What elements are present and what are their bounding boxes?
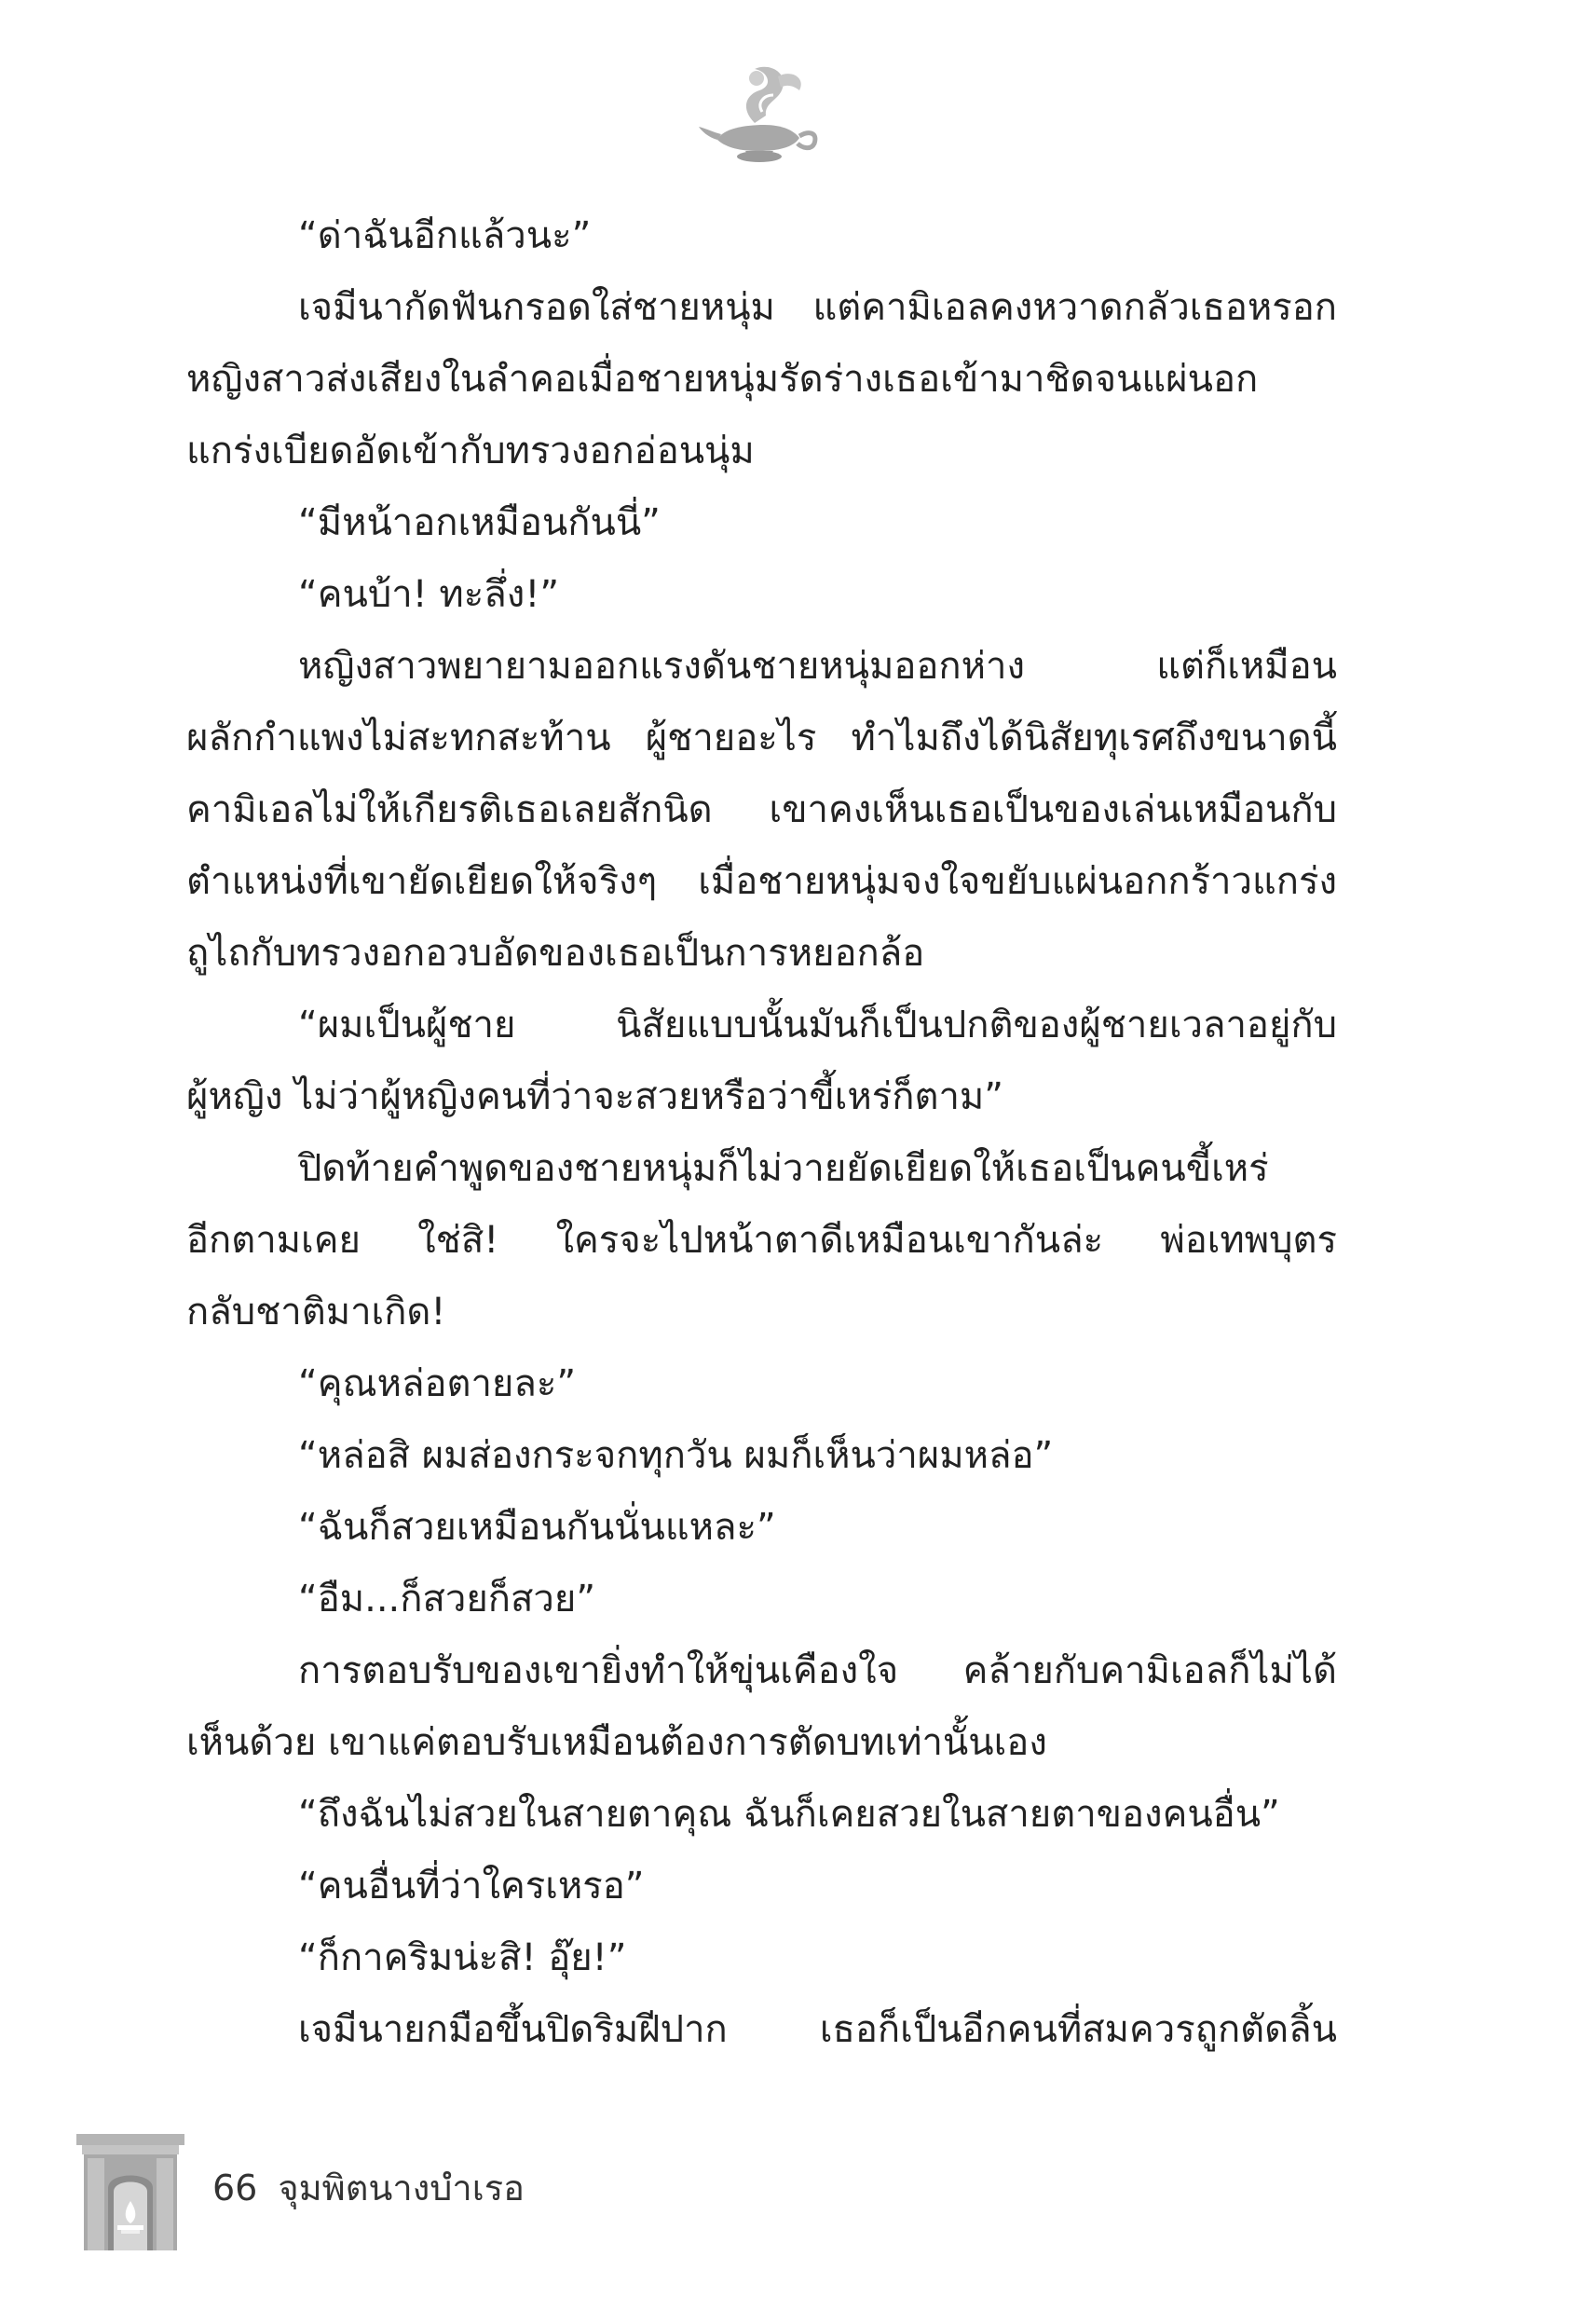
fireplace-icon xyxy=(75,2134,186,2250)
text-line: กลับชาติมาเกิด! xyxy=(186,1291,446,1333)
text-line: “ฉันก็สวยเหมือนกันนั่นแหละ” xyxy=(298,1506,776,1549)
text-line: “มีหน้าอกเหมือนกันนี่” xyxy=(298,501,661,544)
text-line: ผลักกำแพงไม่สะทกสะท้าน ผู้ชายอะไร ทำไมถึงได้นิสัยทุเรศถึงขนาดนี้ xyxy=(186,717,1337,759)
text-line: “คนบ้า! ทะลึ่ง!” xyxy=(298,573,560,616)
text-line: การตอบรับของเขายิ่งทำให้ขุ่นเคืองใจ คล้ายกับคามิเอลก็ไม่ได้ xyxy=(298,1649,1337,1692)
text-line: “ผมเป็นผู้ชาย นิสัยแบบนั้นมันก็เป็นปกติของผู้ชายเวลาอยู่กับ xyxy=(298,1004,1337,1046)
text-line: คามิเอลไม่ให้เกียรติเธอเลยสักนิด เขาคงเห็นเธอเป็นของเล่นเหมือนกับ xyxy=(186,788,1337,831)
text-line: ผู้หญิง ไม่ว่าผู้หญิงคนที่ว่าจะสวยหรือว่าขี้เหร่ก็ตาม” xyxy=(186,1075,1003,1118)
text-line: “ด่าฉันอีกแล้วนะ” xyxy=(298,214,592,257)
text-line: “ก็กาคริมน่ะสิ! อุ๊ย!” xyxy=(298,1936,627,1979)
page-footer xyxy=(212,2160,525,2216)
page-number: 66 xyxy=(212,2167,258,2208)
text-line: “คนอื่นที่ว่าใครเหรอ” xyxy=(298,1865,645,1908)
text-line: ปิดท้ายคำพูดของชายหนุ่มก็ไม่วายยัดเยียดให้เธอเป็นคนขี้เหร่ xyxy=(298,1147,1269,1190)
text-line: “ถึงฉันไม่สวยในสายตาคุณ ฉันก็เคยสวยในสายตาของคนอื่น” xyxy=(298,1793,1280,1836)
text-line: “คุณหล่อตายละ” xyxy=(298,1362,577,1405)
text-line: ตำแหน่งที่เขายัดเยียดให้จริงๆ เมื่อชายหนุ่มจงใจขยับแผ่นอกกร้าวแกร่ง xyxy=(186,860,1337,903)
text-line: อีกตามเคย ใช่สิ! ใครจะไปหน้าตาดีเหมือนเขากันล่ะ พ่อเทพบุตร xyxy=(186,1219,1337,1262)
text-line: เจมีนายกมือขึ้นปิดริมฝีปาก เธอก็เป็นอีกคนที่สมควรถูกตัดลิ้น xyxy=(298,2008,1337,2051)
book-title: จุมพิตนางบำเรอ xyxy=(278,2167,525,2208)
text-line: หญิงสาวพยายามออกแรงดันชายหนุ่มออกห่าง แต่ก็เหมือน xyxy=(298,645,1337,688)
body-text xyxy=(186,200,1337,2066)
text-line: “อืม...ก็สวยก็สวย” xyxy=(298,1578,596,1620)
text-line: ถูไถกับทรวงอกอวบอัดของเธอเป็นการหยอกล้อ xyxy=(186,932,925,975)
text-line: หญิงสาวส่งเสียงในลำคอเมื่อชายหนุ่มรัดร่างเธอเข้ามาชิดจนแผ่นอก xyxy=(186,358,1259,401)
text-line: แกร่งเบียดอัดเข้ากับทรวงอกอ่อนนุ่ม xyxy=(186,430,755,472)
text-line: เจมีนากัดฟันกรอดใส่ชายหนุ่ม แต่คามิเอลคงหวาดกลัวเธอหรอก xyxy=(298,286,1337,329)
magic-lamp-genie-icon xyxy=(689,58,829,170)
text-line: “หล่อสิ ผมส่องกระจกทุกวัน ผมก็เห็นว่าผมหล่อ” xyxy=(298,1434,1054,1477)
text-line: เห็นด้วย เขาแค่ตอบรับเหมือนต้องการตัดบทเท่านั้นเอง xyxy=(186,1721,1047,1764)
